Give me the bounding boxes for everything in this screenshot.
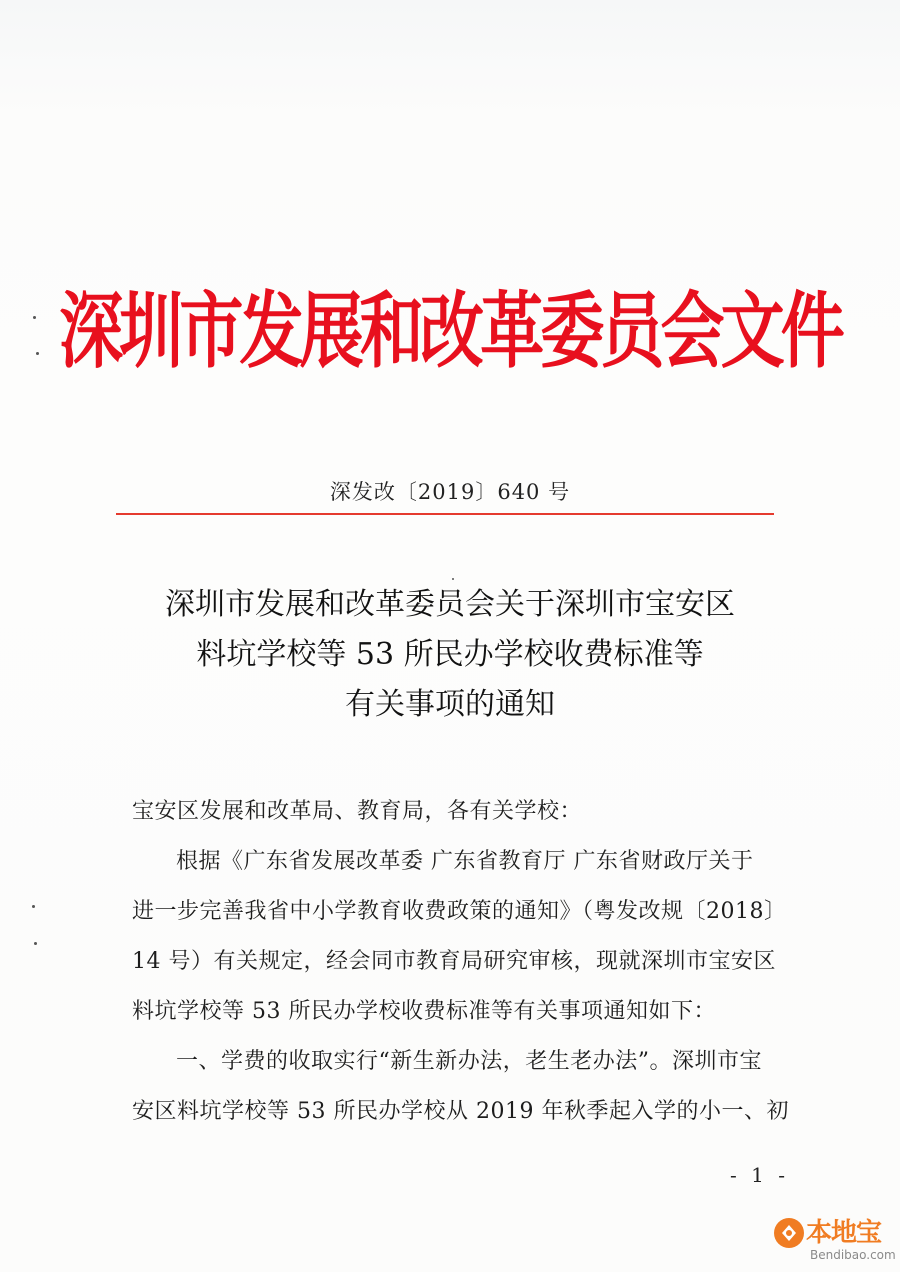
notice-body	[132, 787, 812, 1137]
issuer-header-title: 深圳市发展和改革委员会文件	[59, 283, 841, 380]
bendibao-watermark	[770, 1212, 898, 1268]
body-line: 进一步完善我省中小学教育收费政策的通知》（粤发改规〔2018〕	[132, 899, 787, 924]
body-line: 安区料坑学校等 53 所民办学校从 2019 年秋季起入学的小一、初	[132, 1099, 789, 1124]
red-divider-rule	[116, 513, 774, 515]
document-number: 深发改〔2019〕640 号	[329, 480, 571, 504]
page-number: - 1 -	[730, 1163, 789, 1187]
watermark-url: Bendibao.com	[810, 1248, 896, 1262]
scan-speck	[32, 905, 35, 908]
scan-speck	[34, 942, 37, 945]
body-line: 根据《广东省发展改革委 广东省教育厅 广东省财政厅关于	[176, 849, 754, 874]
notice-title-line: 有关事项的通知	[345, 687, 555, 722]
body-line: 一、学费的收取实行“新生新办法，老生老办法”。深圳市宝	[176, 1049, 762, 1074]
body-line: 14 号）有关规定，经会同市教育局研究审核，现就深圳市宝安区	[132, 949, 776, 974]
watermark-brand: 本地宝	[806, 1218, 882, 1248]
notice-title	[0, 580, 900, 730]
notice-title-line: 深圳市发展和改革委员会关于深圳市宝安区	[165, 587, 735, 622]
body-line: 料坑学校等 53 所民办学校收费标准等有关事项通知如下：	[132, 999, 716, 1024]
bendibao-logo-icon	[772, 1216, 806, 1250]
salutation-line: 宝安区发展和改革局、教育局，各有关学校：	[132, 799, 583, 824]
notice-title-line: 料坑学校等 53 所民办学校收费标准等	[196, 637, 704, 672]
